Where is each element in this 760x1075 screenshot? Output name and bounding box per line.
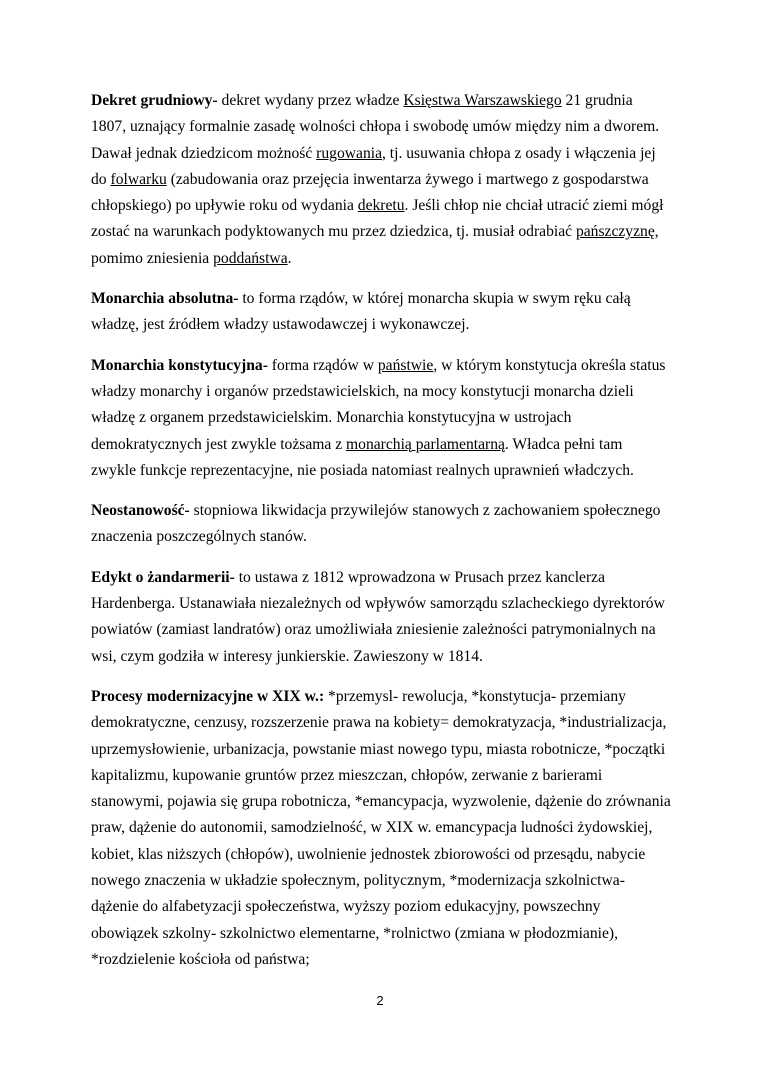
term-heading: Monarchia konstytucyjna- (91, 356, 268, 374)
definition-text: to forma rządów, w której monarcha skupia w swym ręku całą władzę, jest źródłem władzy ustawodawczej i wykonawczej. (91, 290, 631, 334)
definition-text: stopniowa likwidacja przywilejów stanowych z zachowaniem społecznego znaczenia poszczególnych stanów. (91, 502, 661, 546)
definition-text: forma rządów w (267, 356, 378, 374)
link-ksiestwa-warszawskiego[interactable]: Księstwa Warszawskiego (403, 92, 562, 109)
definition-text: . Jeśli chłop nie chciał utracić ziemi mógł zostać na warunkach podyktowanych mu przez dziedzica, tj. musiał odrabiać (91, 197, 664, 241)
link-poddanstwa[interactable]: poddaństwa (213, 249, 288, 267)
term-heading: Dekret grudniowy- (91, 92, 218, 109)
definition-text: , w którym konstytucja określa status władzy monarchy i organów przedstawicielskich, na mocy konstytucji monarcha dzieli władzę z organem przedstawicielskim. Monarchia konstytucyjna w ustrojach demokratycznych jest zwykle tożsama z (91, 356, 666, 453)
definition-procesy-modernizacyjne (91, 684, 671, 973)
term-heading: Monarchia absolutna- (91, 290, 239, 308)
definition-text: , pomimo zniesienia (91, 223, 659, 267)
term-heading: Procesy modernizacyjne w XIX w.: (91, 687, 325, 705)
link-folwarku[interactable]: folwarku (110, 170, 167, 188)
link-panstwie[interactable]: państwie (377, 356, 434, 374)
definition-edykt-o-zandarmerii (91, 565, 671, 670)
definition-text: (zabudowania oraz przejęcia inwentarza żywego i martwego z gospodarstwa chłopskiego) po upływie roku od wydania (91, 170, 649, 215)
term-heading: Neostanowość- (91, 502, 190, 520)
definition-text: dekret wydany przez władze (217, 92, 404, 109)
definition-text: . (287, 249, 292, 267)
definition-neostanowosc (91, 498, 671, 551)
definition-text: 21 grudnia 1807, uznający formalnie zasadę wolności chłopa i swobodę umów między nim a dworem. Dawał jednak dziedzicom możność (91, 92, 660, 162)
definition-monarchia-konstytucyjna (91, 353, 671, 484)
link-panszczyzne[interactable]: pańszczyznę (575, 223, 655, 241)
page-number: 2 (376, 993, 384, 1008)
link-rugowania[interactable]: rugowania (316, 144, 382, 162)
document-body (91, 88, 671, 987)
definition-dekret-grudniowy (91, 88, 671, 272)
definition-monarchia-absolutna (91, 286, 671, 339)
definition-text: , tj. usuwania chłopa z osady i włączenia jej do (91, 144, 656, 188)
link-dekretu[interactable]: dekretu (357, 197, 405, 215)
link-monarchia-parlamentarna[interactable]: monarchią parlamentarną (346, 435, 505, 453)
definition-text: to ustawa z 1812 wprowadzona w Prusach przez kanclerza Hardenberga. Ustanawiała niezależnych od wpływów samorządu szlacheckiego dyrektorów powiatów (zamiast landratów) oraz umożliwiała zniesienie zależności patrymonialnych na wsi, czym godziła w interesy junkierskie. Zawieszony w 1814. (91, 568, 665, 665)
definition-text: *przemysl- rewolucja, *konstytucja- przemiany demokratyczne, cenzusy, rozszerzenie prawa na kobiety= demokratyzacja, *industrializacja, uprzemysłowienie, urbanizacja, powstanie miast nowego typu, miasta robotnicze, *początki kapitalizmu, kupowanie gruntów przez mieszczan, chłopów, zerwanie z barierami stanowymi, pojawia się grupa robotnicza, *emancypacja, wyzwolenie, dążenie do zrównania praw, dążenie do autonomii, samodzielność, w XIX w. emancypacja ludności żydowskiej, kobiet, klas niższych (chłopów), uwolnienie jednostek zbiorowości od przesądu, nabycie nowego znaczenia w układzie społecznym, politycznym, *modernizacja szkolnictwa- dążenie do alfabetyzacji społeczeństwa, wyższy poziom edukacyjny, powszechny obowiązek szkolny- szkolnictwo elementarne, *rolnictwo (zmiana w płodozmianie), *rozdzielenie kościoła od państwa; (91, 687, 671, 968)
definition-text: . Władca pełni tam zwykle funkcje reprezentacyjne, nie posiada natomiast realnych uprawnień władczych. (91, 435, 634, 479)
term-heading: Edykt o żandarmerii- (91, 568, 235, 586)
